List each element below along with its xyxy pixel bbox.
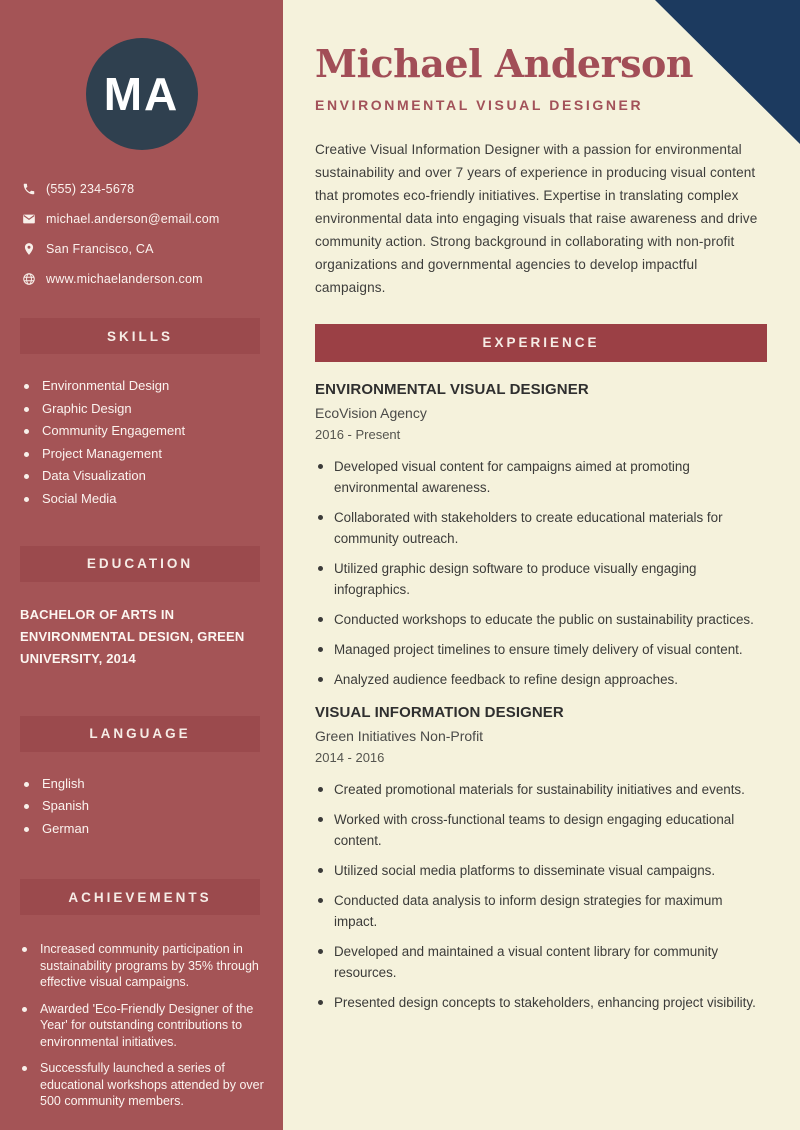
job-bullet: Conducted data analysis to inform design strategies for maximum impact. bbox=[315, 890, 767, 932]
profile-summary: Creative Visual Information Designer with a passion for environmental sustainability and over 7 years of experience in producing visual content that promotes eco-friendly initiatives. Expertise in translating complex environmental data into engaging visuals that raise awareness and drive community action. Strong background in collaborating with non-profit organizations and governmental agencies to develop impactful campaigns. bbox=[315, 141, 758, 295]
skills-title: SKILLS bbox=[106, 328, 173, 344]
language-title: LANGUAGE bbox=[89, 726, 191, 742]
language-section-header bbox=[20, 716, 260, 752]
job-bullet-list bbox=[315, 456, 767, 690]
job-bullet: Presented design concepts to stakeholders, enhancing project visibility. bbox=[315, 992, 767, 1013]
language-item: English bbox=[24, 778, 283, 791]
education-section-header bbox=[20, 546, 260, 582]
job-entry bbox=[315, 704, 767, 1013]
skill-item: Social Media bbox=[24, 493, 283, 506]
contact-website bbox=[22, 272, 283, 286]
avatar bbox=[86, 38, 198, 150]
job-bullet: Worked with cross-functional teams to design engaging educational content. bbox=[315, 809, 767, 851]
language-list bbox=[24, 775, 283, 836]
job-bullet-list bbox=[315, 779, 767, 1013]
achievement-item: Awarded 'Eco-Friendly Designer of the Year' for outstanding contributions to environmental initiatives. bbox=[22, 1001, 265, 1051]
sidebar bbox=[0, 0, 283, 1130]
education-degree: BACHELOR OF ARTS IN ENVIRONMENTAL DESIGN, GREEN UNIVERSITY, 2014 bbox=[20, 606, 245, 666]
job-dates: 2014 - 2016 bbox=[315, 749, 385, 765]
skill-item: Environmental Design bbox=[24, 380, 283, 393]
skills-section-header bbox=[20, 318, 260, 354]
job-company: Green Initiatives Non-Profit bbox=[315, 727, 484, 744]
email-icon bbox=[22, 212, 36, 226]
achievements-section-header bbox=[20, 879, 260, 915]
contact-phone-text: (555) 234-5678 bbox=[46, 182, 135, 196]
achievement-item: Successfully launched a series of educational workshops attended by over 500 community members. bbox=[22, 1060, 265, 1110]
experience-section-header bbox=[315, 324, 767, 362]
job-bullet: Analyzed audience feedback to refine design approaches. bbox=[315, 669, 767, 690]
skill-item: Project Management bbox=[24, 448, 283, 461]
education-title: EDUCATION bbox=[86, 556, 194, 572]
job-bullet: Developed visual content for campaigns aimed at promoting environmental awareness. bbox=[315, 456, 767, 498]
achievements-title: ACHIEVEMENTS bbox=[68, 889, 212, 905]
phone-icon bbox=[22, 182, 36, 196]
globe-icon bbox=[22, 272, 36, 286]
contact-phone bbox=[22, 182, 283, 196]
contact-email bbox=[22, 212, 283, 226]
job-bullet: Created promotional materials for sustainability initiatives and events. bbox=[315, 779, 767, 800]
contact-location-text: San Francisco, CA bbox=[46, 242, 154, 256]
contact-email-text: michael.anderson@email.com bbox=[46, 212, 220, 226]
achievement-item: Increased community participation in sustainability programs by 35% through effective visual campaigns. bbox=[22, 941, 265, 991]
job-entry bbox=[315, 381, 767, 690]
job-bullet: Developed and maintained a visual content library for community resources. bbox=[315, 941, 767, 983]
skill-item: Community Engagement bbox=[24, 425, 283, 438]
language-item: Spanish bbox=[24, 800, 283, 813]
job-bullet: Utilized social media platforms to disseminate visual campaigns. bbox=[315, 860, 767, 881]
experience-title: EXPERIENCE bbox=[482, 335, 600, 351]
contact-list bbox=[22, 182, 283, 286]
skill-item: Data Visualization bbox=[24, 470, 283, 483]
avatar-initials: MA bbox=[103, 68, 180, 120]
job-company: EcoVision Agency bbox=[315, 404, 427, 421]
job-title: VISUAL INFORMATION DESIGNER bbox=[315, 703, 564, 721]
job-dates: 2016 - Present bbox=[315, 426, 401, 442]
person-role-title: ENVIRONMENTAL VISUAL DESIGNER bbox=[315, 96, 644, 113]
job-title: ENVIRONMENTAL VISUAL DESIGNER bbox=[315, 380, 589, 398]
job-bullet: Collaborated with stakeholders to create educational materials for community outreach. bbox=[315, 507, 767, 549]
job-bullet: Utilized graphic design software to produce visually engaging infographics. bbox=[315, 558, 767, 600]
main-content bbox=[283, 0, 800, 1130]
language-item: German bbox=[24, 823, 283, 836]
skill-item: Graphic Design bbox=[24, 403, 283, 416]
location-icon bbox=[22, 242, 36, 256]
contact-location bbox=[22, 242, 283, 256]
person-name: Michael Anderson bbox=[315, 41, 693, 86]
skills-list bbox=[24, 380, 283, 506]
achievements-list bbox=[22, 941, 265, 1110]
job-bullet: Managed project timelines to ensure timely delivery of visual content. bbox=[315, 639, 767, 660]
contact-website-text: www.michaelanderson.com bbox=[46, 272, 203, 286]
job-bullet: Conducted workshops to educate the public on sustainability practices. bbox=[315, 609, 767, 630]
